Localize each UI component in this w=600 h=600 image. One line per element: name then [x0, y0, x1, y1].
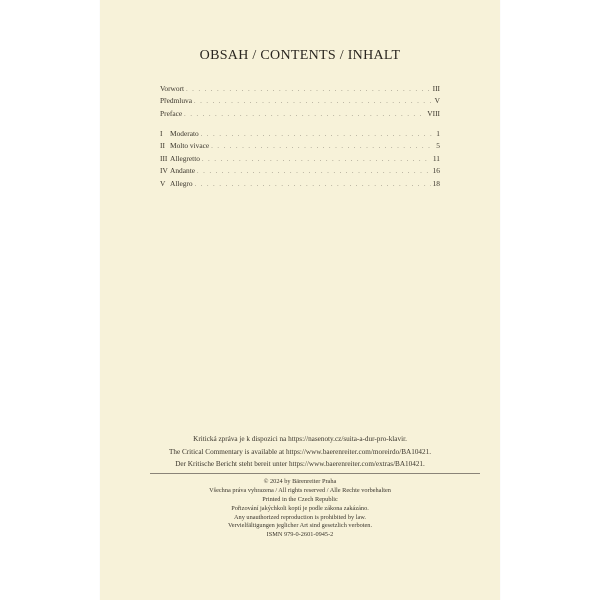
imprint-line: Pořizování jakýchkoli kopií je podle zákona zakázáno.	[231, 504, 369, 512]
page-title: OBSAH / CONTENTS / INHALT	[199, 48, 401, 63]
toc-leader-dots	[195, 179, 431, 191]
toc-entry-label: Preface	[160, 108, 183, 118]
imprint-line: ISMN 979-0-2601-0945-2	[266, 531, 334, 539]
toc-entry-page: III	[432, 84, 440, 93]
toc-leader-dots	[201, 129, 435, 141]
toc-entry-number: III	[160, 153, 168, 163]
toc-entry-number: V	[160, 178, 166, 188]
toc-entry	[160, 140, 440, 152]
toc-leader-dots	[184, 109, 425, 121]
toc-entry-page: 18	[432, 178, 440, 188]
toc-leader-dots	[197, 166, 431, 178]
imprint-line: Printed in the Czech Republic	[262, 495, 338, 503]
toc-front-matter	[160, 83, 440, 120]
toc-entry-page: V	[434, 96, 440, 106]
note-line: The Critical Commentary is available at https://www.baerenreiter.com/moreirdo/BA10421.	[168, 447, 431, 456]
copyright-imprint	[100, 478, 500, 540]
critical-commentary-notes	[100, 433, 500, 471]
toc-entry-page: 11	[432, 153, 440, 163]
imprint-line: Any unauthorized reproduction is prohibited by law.	[234, 513, 366, 521]
document-page	[100, 0, 500, 600]
toc-entry-page: 5	[436, 141, 440, 151]
divider	[150, 473, 480, 474]
toc-entry-label: Moderato	[170, 129, 199, 138]
toc-entry-label: Allegro	[170, 178, 193, 188]
toc-entry	[160, 165, 440, 177]
toc-movements	[160, 128, 440, 190]
toc-entry	[160, 178, 440, 190]
toc-leader-dots	[186, 84, 431, 96]
imprint-line: © 2024 by Bärenreiter Praha	[263, 478, 337, 485]
note-line: Kritická zpráva je k dispozici na https://nasenoty.cz/suita-a-dur-pro-klavir.	[193, 435, 407, 443]
toc-entry-number: II	[160, 141, 165, 151]
toc-entry-page: VIII	[427, 108, 440, 118]
toc-entry-number: IV	[160, 166, 168, 176]
toc-entry-page: 16	[432, 166, 440, 176]
toc-entry-label: Allegretto	[170, 153, 200, 163]
toc-entry-label: Molto vivace	[170, 141, 210, 151]
toc-entry-page: 1	[436, 129, 440, 138]
toc-entry	[160, 95, 440, 107]
toc-leader-dots	[194, 96, 433, 108]
toc-leader-dots	[202, 154, 431, 166]
toc-entry	[160, 83, 440, 95]
note-line: Der Kritische Bericht steht bereit unter https://www.baerenreiter.com/extras/BA10421.	[175, 460, 425, 469]
toc-entry-number: I	[160, 129, 163, 138]
imprint-line: Vervielfältigungen jeglicher Art sind gesetzlich verboten.	[227, 522, 373, 530]
toc-entry-label: Vorwort	[160, 84, 185, 93]
toc-entry	[160, 128, 440, 140]
imprint-line: Všechna práva vyhrazena / All rights reserved / Alle Rechte vorbehalten	[209, 486, 391, 494]
toc-entry-label: Andante	[170, 166, 196, 176]
toc-entry	[160, 153, 440, 165]
toc-entry-label: Předmluva	[160, 96, 193, 106]
toc-entry	[160, 108, 440, 120]
toc-leader-dots	[211, 141, 434, 153]
